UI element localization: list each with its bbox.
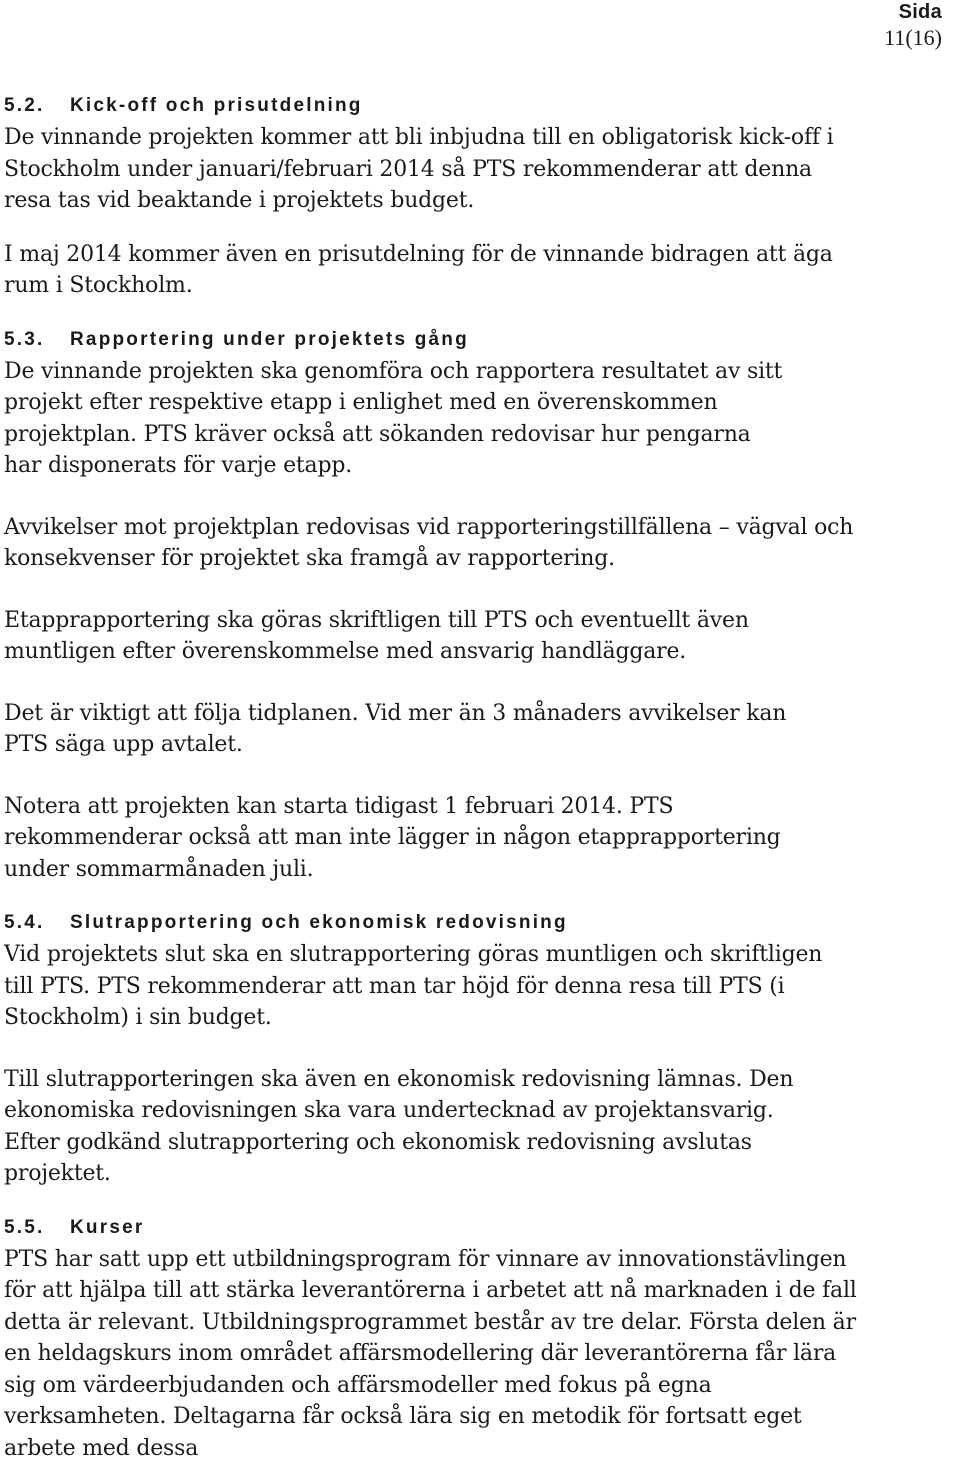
paragraph: Etapprapportering ska göras skriftligen till PTS och eventuellt även muntligen efter överenskommelse med ansvarig handläggare. [4, 605, 864, 668]
section-heading-reporting [4, 324, 904, 356]
paragraph: PTS har satt upp ett utbildningsprogram för vinnare av innovationstävlingen för att hjälpa till att stärka leverantörerna i arbetet att nå marknaden i de fall detta är relevant. Utbildningsprogrammet består av tre delar. Första delen är en heldagskurs inom området affärsmodellering där leverantörerna får lära sig om värdeerbjudanden och affärsmodeller med fokus på egna verksamheten. Deltagarna får också lära sig en metodik för fortsatt eget arbete med dessa [4, 1244, 869, 1464]
page-number: 11(16) [884, 24, 942, 52]
section-heading-final-report [4, 907, 904, 939]
paragraph: De vinnande projekten kommer att bli inbjudna till en obligatorisk kick-off i Stockholm under januari/februari 2014 så PTS rekommenderar att denna resa tas vid beaktande i projektets budget. [4, 122, 854, 217]
section-heading-kickoff [4, 90, 904, 122]
section-number: 5.3. [4, 324, 70, 356]
section-title: Kick-off och prisutdelning [70, 95, 363, 116]
section-number: 5.2. [4, 90, 70, 122]
section-number: 5.4. [4, 907, 70, 939]
paragraph: I maj 2014 kommer även en prisutdelning för de vinnande bidragen att äga rum i Stockholm. [4, 239, 834, 302]
paragraph: Notera att projekten kan starta tidigast 1 februari 2014. PTS rekommenderar också att man inte lägger in någon etapprapportering under sommarmånaden juli. [4, 791, 849, 886]
paragraph: Till slutrapporteringen ska även en ekonomisk redovisning lämnas. Den ekonomiska redovisningen ska vara undertecknad av projektansvarig. Efter godkänd slutrapportering och ekonomisk redovisning avslutas projektet. [4, 1064, 834, 1190]
section-number: 5.5. [4, 1212, 70, 1244]
paragraph: Vid projektets slut ska en slutrapportering göras muntligen och skriftligen till PTS. PTS rekommenderar att man tar höjd för denna resa till PTS (i Stockholm) i sin budget. [4, 939, 849, 1034]
paragraph: Det är viktigt att följa tidplanen. Vid mer än 3 månaders avvikelser kan PTS säga upp avtalet. [4, 698, 834, 761]
section-title: Slutrapportering och ekonomisk redovisning [70, 912, 568, 933]
section-title: Rapportering under projektets gång [70, 329, 469, 350]
page-label: Sida [884, 0, 942, 24]
section-title: Kurser [70, 1217, 144, 1238]
page-header [884, 0, 942, 52]
section-heading-courses [4, 1212, 904, 1244]
paragraph: Avvikelser mot projektplan redovisas vid rapporteringstillfällena – vägval och konsekvenser för projektet ska framgå av rapportering. [4, 512, 854, 575]
paragraph: De vinnande projekten ska genomföra och rapportera resultatet av sitt projekt efter respektive etapp i enlighet med en överenskommen projektplan. PTS kräver också att sökanden redovisar hur pengarna har disponerats för varje etapp. [4, 356, 784, 482]
document-body [4, 90, 904, 1464]
